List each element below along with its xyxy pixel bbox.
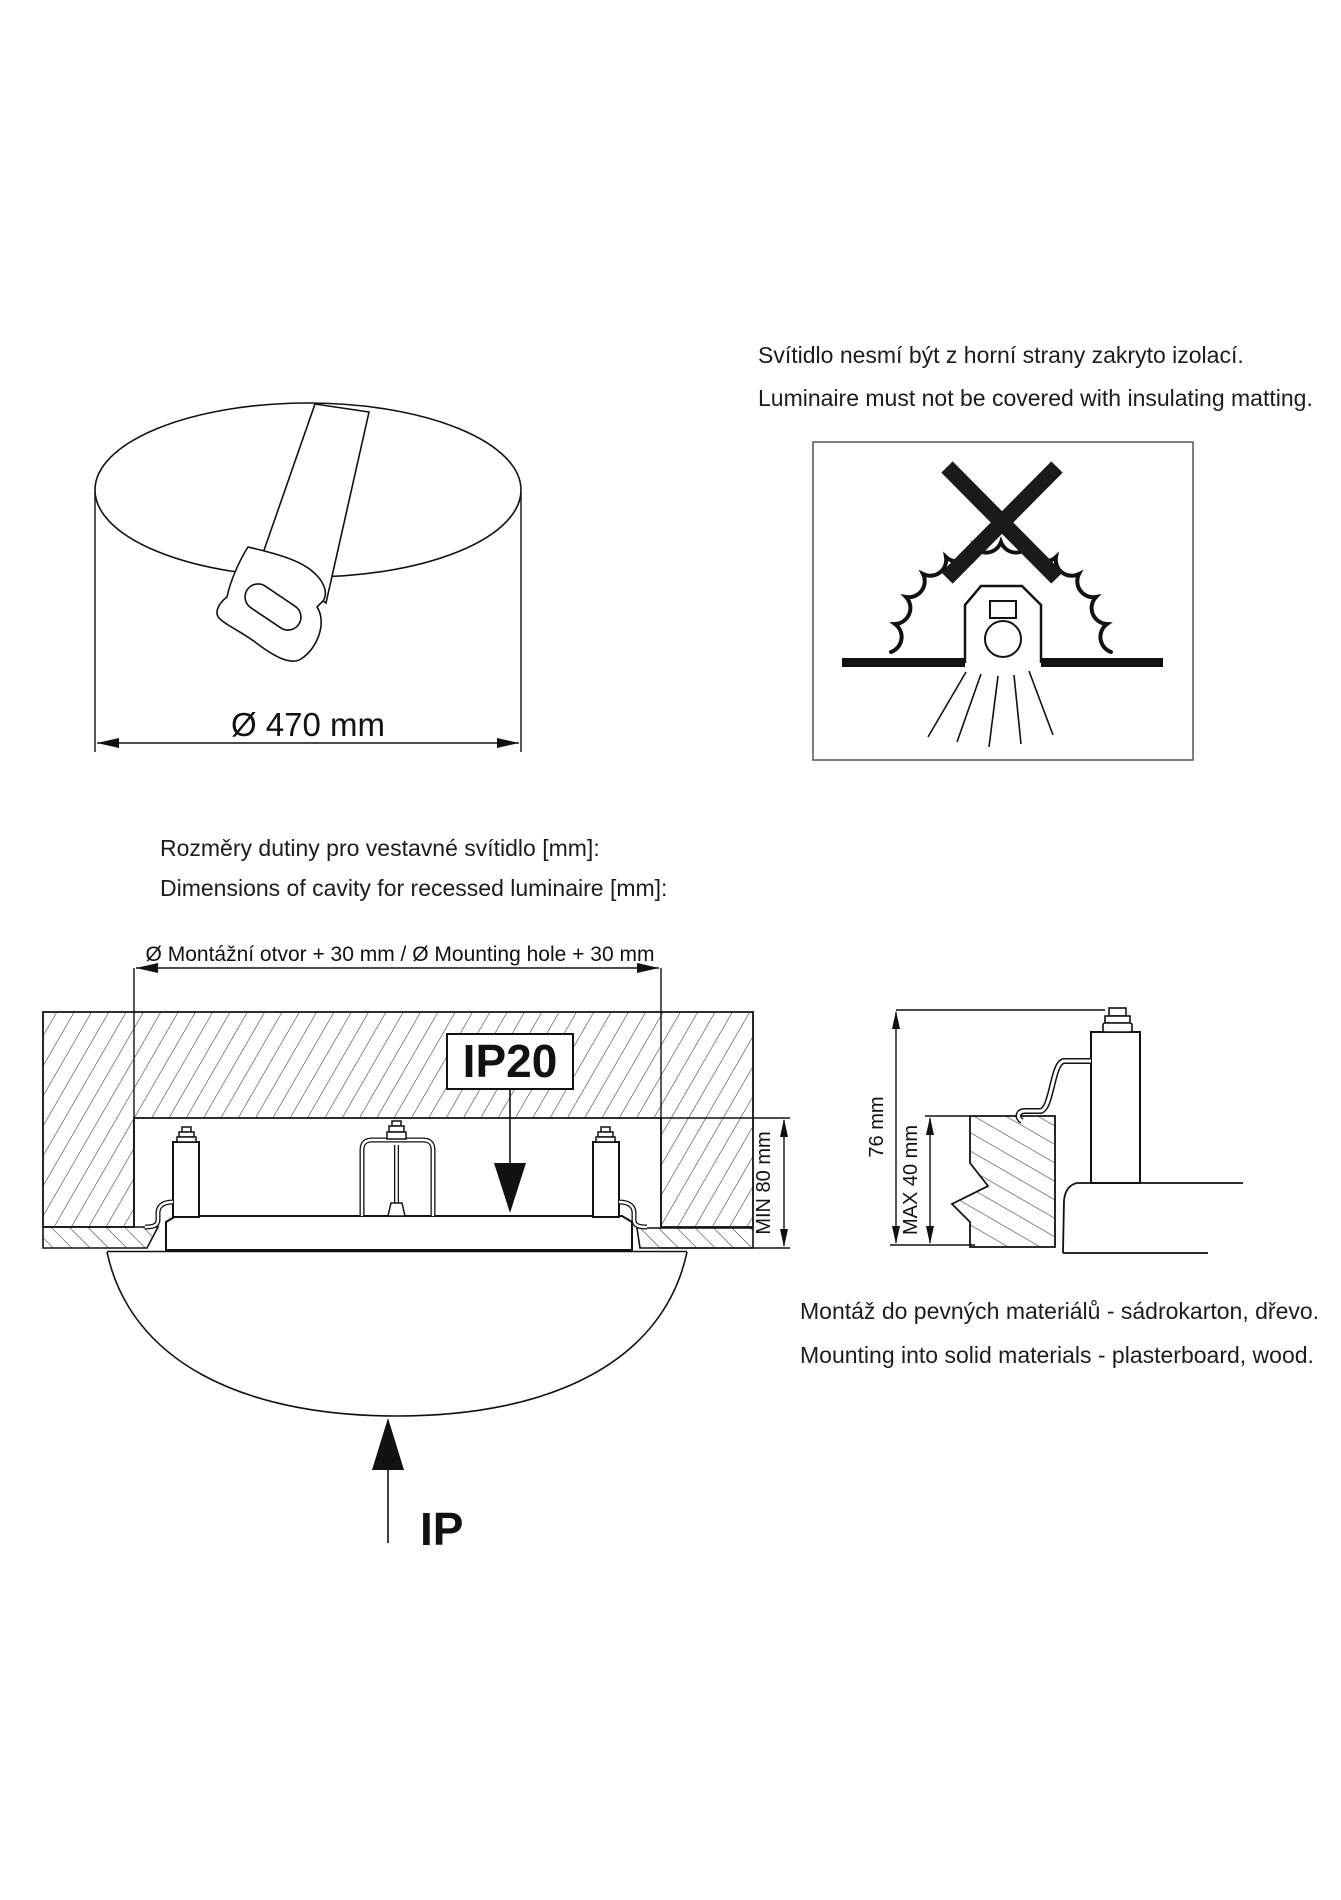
- cavity-heading-en: Dimensions of cavity for recessed luminaire [mm]:: [160, 875, 668, 901]
- ceiling-board-left: [43, 1227, 158, 1248]
- dimension-arrow-right: [497, 738, 519, 748]
- dimension-arrow-up: [780, 1119, 788, 1137]
- dimension-arrow-down: [780, 1229, 788, 1247]
- max-thickness-dimension-lines: [925, 1116, 970, 1243]
- mounting-hole-dimension-label: Ø Montážní otvor + 30 mm / Ø Mounting hole + 30 mm: [145, 943, 655, 966]
- luminaire-base-plate: [166, 1216, 632, 1250]
- mounting-hole-saw-diagram: [60, 395, 540, 765]
- ceiling-board-right: [637, 1228, 753, 1248]
- lamp-bulb: [985, 621, 1021, 657]
- glass-dome: [107, 1252, 687, 1416]
- hole-diameter-label: Ø 470 mm: [230, 706, 386, 743]
- dimension-arrow-up: [892, 1011, 900, 1029]
- ip-ingress-arrow-icon: [372, 1418, 404, 1470]
- spring-clip: [1018, 1061, 1091, 1121]
- screw-head-right: [596, 1127, 615, 1142]
- dimension-arrow-left: [97, 738, 119, 748]
- insulation-note-cz: Svítidlo nesmí být z horní strany zakryto izolací.: [758, 342, 1244, 368]
- max-thickness-label: MAX 40 mm: [900, 1124, 922, 1236]
- ceiling-material-block: [952, 1116, 1055, 1247]
- mounting-note-cz: Montáž do pevných materiálů - sádrokarton, dřevo.: [800, 1298, 1320, 1324]
- center-screw: [387, 1121, 406, 1216]
- dimension-arrow-down: [926, 1226, 934, 1244]
- ip20-label: IP20: [462, 1035, 558, 1087]
- ceiling-bar-right: [1041, 658, 1163, 667]
- dimension-arrow-up: [926, 1117, 934, 1135]
- cross-section-diagram: [0, 940, 810, 1570]
- dimension-arrow-down: [892, 1226, 900, 1244]
- ceiling-bar-left: [842, 658, 965, 667]
- no-insulation-cover-icon: [805, 438, 1205, 768]
- cavity-heading-cz: Rozměry dutiny pro vestavné svítidlo [mm]:: [160, 835, 600, 861]
- screw-head: [1103, 1008, 1132, 1032]
- ip-label: IP: [420, 1503, 464, 1555]
- min-depth-label: MIN 80 mm: [753, 1131, 775, 1235]
- mounting-note-en: Mounting into solid materials - plasterboard, wood.: [800, 1342, 1314, 1368]
- clip-detail-diagram: [860, 995, 1260, 1265]
- plate-edge: [1063, 1183, 1243, 1253]
- ip20-arrow-down-icon: [494, 1163, 526, 1213]
- screw-head-left: [177, 1127, 196, 1142]
- insulation-note-en: Luminaire must not be covered with insulating matting.: [758, 385, 1313, 411]
- mounting-post: [1091, 1032, 1140, 1183]
- lamp-holder: [990, 601, 1016, 618]
- mounting-post-right: [593, 1142, 619, 1217]
- mounting-post-left: [173, 1142, 199, 1217]
- total-height-label: 76 mm: [866, 1096, 888, 1158]
